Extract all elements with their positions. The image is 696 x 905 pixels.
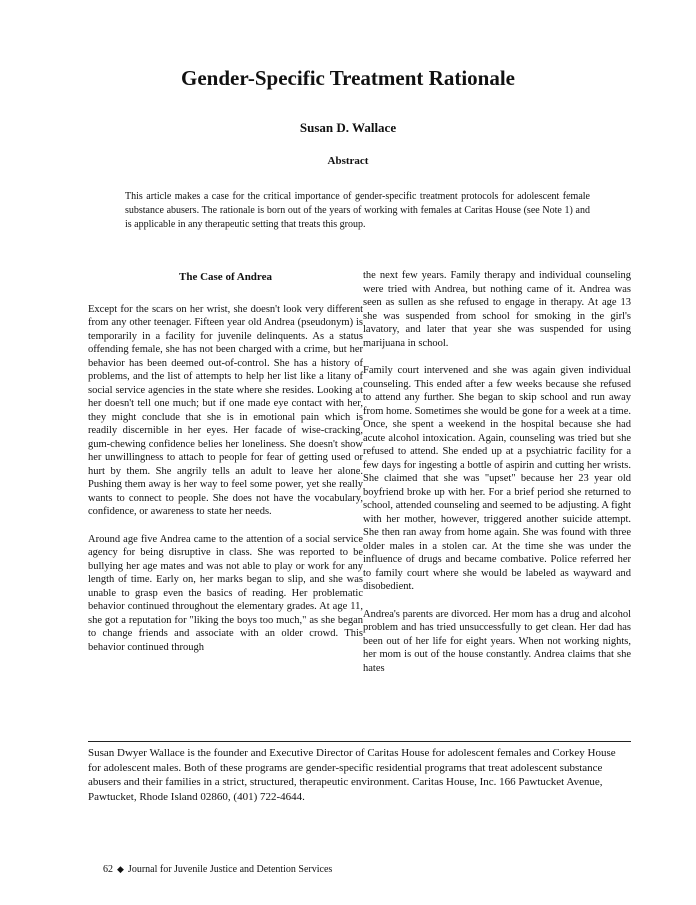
page-number: 62	[103, 864, 113, 875]
author-name: Susan D. Wallace	[299, 120, 397, 135]
body-paragraph: Around age five Andrea came to the attention of a social service agency for being disruptive in class. She was reported to be bullying her age mates and was not able to play or work for any length of time. Early on, her marks began to slip, and she was unable to grasp even the basics of reading. Her problematic behavior continued throughout the elementary grades. At age 11, she got a reputation for "liking the boys too much," as she began to change friends and associate with an older crowd. This behavior continued through	[88, 533, 363, 653]
body-paragraph: Andrea's parents are divorced. Her mom has a drug and alcohol problem and has tried unsuccessfully to get clean. Her dad has been out of her life for eight years. When not working nights, her mom is out of the house constantly. Andrea claims that she hates	[363, 608, 631, 674]
abstract-heading: Abstract	[327, 155, 369, 167]
body-paragraph: the next few years. Family therapy and individual counseling were tried with Andrea, but nothing came of it. Andrea was seen as sullen as she refused to engage in therapy. At age 13 she was suspended from school for smoking in the girl's lavatory, and later that year she was suspended for using marijuana in school.	[363, 270, 631, 349]
author-footnote: Susan Dwyer Wallace is the founder and Executive Director of Caritas House for adolescent females and Corkey House for adolescent males. Both of these programs are gender-specific residential programs that treat adolescent substance abusers and their families in a strict, structured, therapeutic environment. Caritas House, Inc. 166 Pawtucket Avenue, Pawtucket, Rhode Island 02860, (401) 722-4644.	[88, 747, 616, 803]
body-paragraph: Family court intervened and she was again given individual counseling. This ended after a few weeks because she refused to attend any further. She began to skip school and run away from home. Sometimes she would be gone for a week at a time. Once, she spent a weekend in the hospital because she had acute alcohol intoxication. Again, counseling was tried but she refused to attend. She ended up at a psychiatric facility for a few days for ingesting a bottle of aspirin and cutting her wrists. She claimed that she was "upset" because her 23 year old boyfriend broke up with her. For a brief period she returned to school, attended counseling and seemed to be adjusting. A fight with her mother, however, triggered another suicide attempt. She then ran away from home again. She was found with three older males in a stolen car. At the time she was under the influence of drugs and became combative. Police referred her to family court where she would be labeled as wayward and disobedient.	[363, 365, 631, 592]
abstract-text: This article makes a case for the critical importance of gender-specific treatment protocols for adolescent female substance abusers. The rationale is born out of the years of working with females at Caritas House (see Note 1) and is applicable in any therapeutic setting that treats this group.	[125, 191, 590, 230]
section-heading: The Case of Andrea	[179, 271, 272, 283]
body-paragraph: Except for the scars on her wrist, she doesn't look very different from any other teenager. Fifteen year old Andrea (pseudonym) is temporarily in a facility for juvenile delinquents. As a status offending female, she has not been charged with a crime, but her behavior has been deemed out-of-control. She has a history of problems, and the list of attempts to help her list like a litany of social service agencies in the state where she resides. Looking at her doesn't tell one much; but if one made eye contact with her, they might conclude that she is in emotional pain which is readily discernible in her eyes. Her facade of wise-cracking, gum-chewing confidence belies her loneliness. She doesn't show her unwillingness to attach to people for fear of getting used or hurt by them. She angrily tells an adult to leave her alone. Pushing them away is her way to feel some power, yet she really wants to connect to people. She does not have the vocabulary, confidence, or awareness to state her needs.	[88, 303, 363, 517]
left-column	[88, 271, 363, 668]
diamond-icon: ◆	[117, 864, 124, 874]
page-footer	[103, 864, 332, 875]
article-title: Gender-Specific Treatment Rationale	[181, 66, 515, 90]
journal-name: Journal for Juvenile Justice and Detention Services	[127, 864, 333, 875]
right-column	[363, 269, 631, 689]
footnote-divider	[88, 741, 631, 742]
